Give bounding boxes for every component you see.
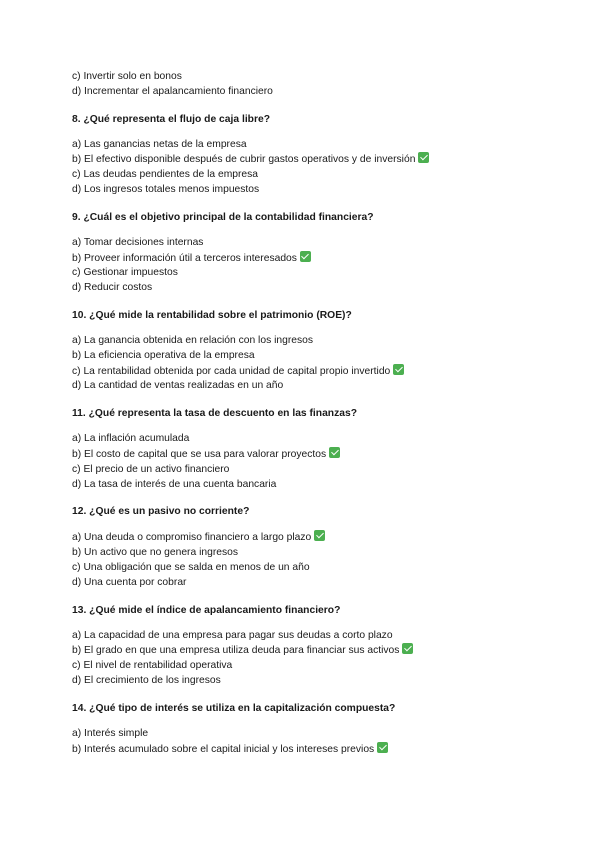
option-line <box>72 152 542 168</box>
option-line <box>72 530 542 546</box>
option-line <box>72 168 542 183</box>
option-text: c) El nivel de rentabilidad operativa <box>72 660 233 672</box>
option-text: d) El crecimiento de los ingresos <box>72 674 221 686</box>
check-mark-icon <box>329 447 340 458</box>
option-line <box>72 432 542 447</box>
option-line <box>72 546 542 561</box>
option-line <box>72 349 542 364</box>
question-block <box>72 604 542 689</box>
option-line <box>72 266 542 281</box>
option-text: a) La capacidad de una empresa para pagar sus deudas a corto plazo <box>72 629 393 641</box>
option-text: d) La cantidad de ventas realizadas en un año <box>72 380 284 392</box>
check-mark-icon <box>393 364 404 375</box>
option-line <box>72 659 542 674</box>
option-line <box>72 379 542 394</box>
option-text: d) Una cuenta por cobrar <box>72 576 187 588</box>
option-text: c) Las deudas pendientes de la empresa <box>72 169 259 181</box>
option-line <box>72 364 542 380</box>
option-text: b) La eficiencia operativa de la empresa <box>72 349 255 361</box>
question-title: 14. ¿Qué tipo de interés se utiliza en la capitalización compuesta? <box>72 702 396 714</box>
option-text: b) Proveer información útil a terceros interesados <box>72 252 297 264</box>
option-line <box>72 281 542 296</box>
check-mark-icon <box>314 530 325 541</box>
question-block <box>72 505 542 590</box>
question-block <box>72 211 542 296</box>
option-text: b) Interés acumulado sobre el capital inicial y los intereses previos <box>72 743 375 755</box>
option-text: d) Reducir costos <box>72 282 153 294</box>
option-text: a) La ganancia obtenida en relación con los ingresos <box>72 334 313 346</box>
option-line: d) Incrementar el apalancamiento financiero <box>72 85 273 97</box>
option-text: a) Tomar decisiones internas <box>72 236 204 248</box>
question-block <box>72 113 542 198</box>
option-line <box>72 629 542 644</box>
question-title: 12. ¿Qué es un pasivo no corriente? <box>72 506 250 518</box>
quiz-page <box>72 70 542 757</box>
option-text: a) Interés simple <box>72 727 149 739</box>
question-block <box>72 702 542 758</box>
option-text: a) Una deuda o compromiso financiero a largo plazo <box>72 532 312 544</box>
option-line <box>72 643 542 659</box>
option-line <box>72 478 542 493</box>
question-7-fragment <box>72 70 542 100</box>
option-text: d) La tasa de interés de una cuenta bancaria <box>72 478 277 490</box>
option-line <box>72 334 542 349</box>
option-line <box>72 447 542 463</box>
option-line <box>72 251 542 267</box>
check-mark-icon <box>300 251 311 262</box>
option-text: d) Los ingresos totales menos impuestos <box>72 183 260 195</box>
option-text: b) El costo de capital que se usa para valorar proyectos <box>72 448 327 460</box>
option-line <box>72 183 542 198</box>
question-title: 9. ¿Cuál es el objetivo principal de la contabilidad financiera? <box>72 211 374 223</box>
option-text: a) Las ganancias netas de la empresa <box>72 138 247 150</box>
option-text: b) Un activo que no genera ingresos <box>72 547 238 559</box>
option-line <box>72 561 542 576</box>
check-mark-icon <box>418 152 429 163</box>
check-mark-icon <box>402 643 413 654</box>
option-line <box>72 742 542 758</box>
option-line <box>72 674 542 689</box>
option-text: a) La inflación acumulada <box>72 433 190 445</box>
option-line: c) Invertir solo en bonos <box>72 71 182 82</box>
question-title: 8. ¿Qué representa el flujo de caja libre? <box>72 113 270 125</box>
question-title: 11. ¿Qué representa la tasa de descuento en las finanzas? <box>72 408 357 420</box>
option-line <box>72 138 542 153</box>
question-block <box>72 407 542 492</box>
option-text: c) Una obligación que se salda en menos de un año <box>72 561 310 573</box>
option-text: c) La rentabilidad obtenida por cada unidad de capital propio invertido <box>72 365 391 377</box>
question-title: 10. ¿Qué mide la rentabilidad sobre el patrimonio (ROE)? <box>72 309 352 321</box>
question-block <box>72 309 542 394</box>
question-title: 13. ¿Qué mide el índice de apalancamiento financiero? <box>72 604 341 616</box>
option-text: b) El grado en que una empresa utiliza deuda para financiar sus activos <box>72 645 400 657</box>
option-line <box>72 236 542 251</box>
option-line <box>72 576 542 591</box>
option-text: c) El precio de un activo financiero <box>72 463 230 475</box>
check-mark-icon <box>377 742 388 753</box>
option-line <box>72 463 542 478</box>
option-text: c) Gestionar impuestos <box>72 267 178 279</box>
option-text: b) El efectivo disponible después de cubrir gastos operativos y de inversión <box>72 154 416 166</box>
option-line <box>72 727 542 742</box>
question-list <box>72 113 542 758</box>
